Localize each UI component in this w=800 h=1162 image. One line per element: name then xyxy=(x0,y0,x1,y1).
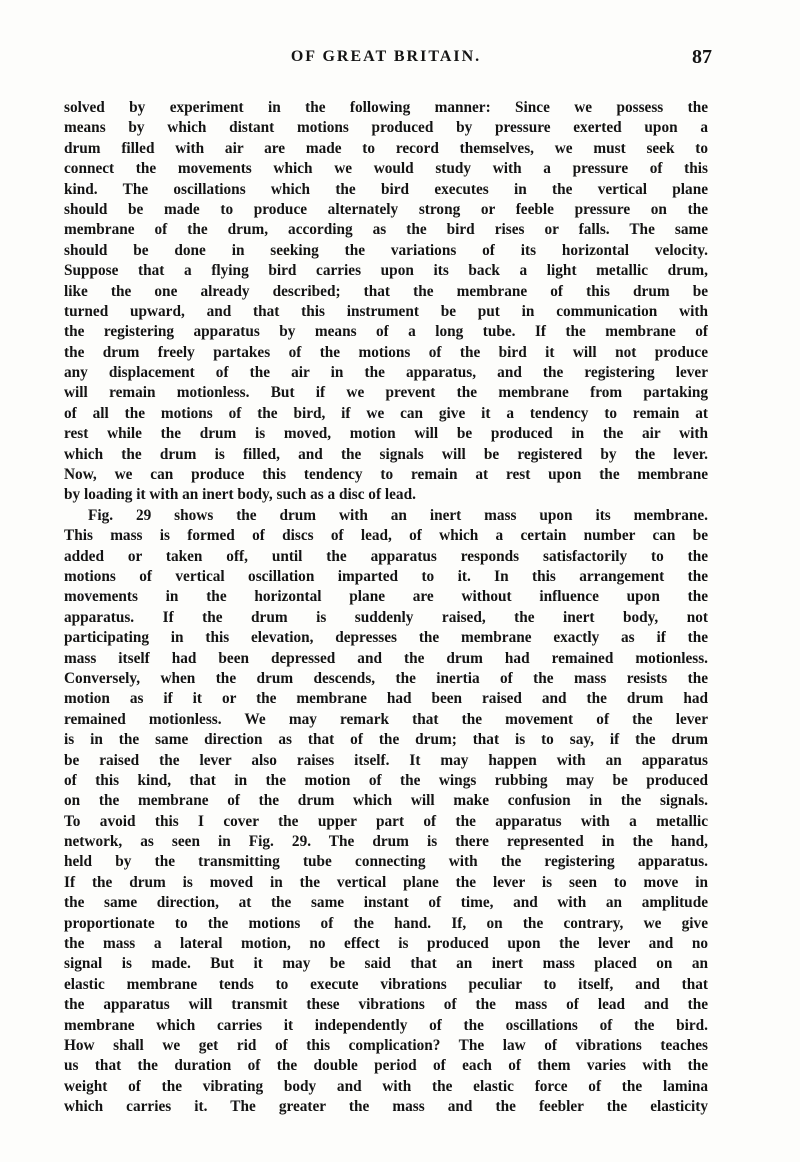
text-line: added or taken off, until the apparatus responds satisfactorily to the xyxy=(64,547,708,565)
text-line: of this kind, that in the motion of the wings rubbing may be produced xyxy=(64,771,708,789)
text-line: by loading it with an inert body, such as a disc of lead. xyxy=(64,486,416,504)
running-head xyxy=(60,48,712,76)
text-line: the mass a lateral motion, no effect is produced upon the lever and no xyxy=(64,935,708,953)
text-line: the apparatus will transmit these vibrations of the mass of lead and the xyxy=(64,996,708,1014)
text-line: on the membrane of the drum which will make confusion in the signals. xyxy=(64,792,708,810)
text-line: To avoid this I cover the upper part of the apparatus with a metallic xyxy=(64,812,708,830)
text-line: Fig. 29 shows the drum with an inert mass upon its membrane. xyxy=(88,506,708,524)
text-line: apparatus. If the drum is suddenly raised, the inert body, not xyxy=(64,608,708,626)
text-line: held by the transmitting tube connecting with the registering apparatus. xyxy=(64,853,708,871)
running-head-title: OF GREAT BRITAIN. xyxy=(290,48,482,65)
text-line: any displacement of the air in the apparatus, and the registering lever xyxy=(64,364,708,382)
text-line: kind. The oscillations which the bird executes in the vertical plane xyxy=(64,180,708,198)
text-line: Suppose that a flying bird carries upon its back a light metallic drum, xyxy=(64,262,708,280)
text-line: elastic membrane tends to execute vibrations peculiar to itself, and that xyxy=(64,975,708,993)
text-line: means by which distant motions produced by pressure exerted upon a xyxy=(64,119,708,137)
text-line: How shall we get rid of this complication? The law of vibrations teaches xyxy=(64,1036,708,1054)
text-line: This mass is formed of discs of lead, of which a certain number can be xyxy=(64,527,708,545)
text-line: motion as if it or the membrane had been raised and the drum had xyxy=(64,690,708,708)
text-line: Conversely, when the drum descends, the inertia of the mass resists the xyxy=(64,669,708,687)
text-line: solved by experiment in the following manner: Since we possess the xyxy=(64,99,708,116)
text-line: be raised the lever also raises itself. It may happen with an apparatus xyxy=(64,751,708,769)
text-line: membrane of the drum, according as the bird rises or falls. The same xyxy=(64,221,708,239)
text-line: which carries it. The greater the mass and the feebler the elasticity xyxy=(64,1098,708,1116)
text-line: us that the duration of the double period of each of them varies with the xyxy=(64,1057,708,1075)
text-line: the same direction, at the same instant of time, and with an amplitude xyxy=(64,894,708,912)
text-line: proportionate to the motions of the hand. If, on the contrary, we give xyxy=(64,914,708,932)
text-line: If the drum is moved in the vertical plane the lever is seen to move in xyxy=(64,873,708,891)
body-text xyxy=(64,98,708,1118)
text-line: network, as seen in Fig. 29. The drum is there represented in the hand, xyxy=(64,833,708,851)
text-line: Now, we can produce this tendency to remain at rest upon the membrane xyxy=(64,466,708,484)
text-line: motions of vertical oscillation imparted to it. In this arrangement the xyxy=(64,567,708,585)
text-line: rest while the drum is moved, motion will be produced in the air with xyxy=(64,425,708,443)
text-line: is in the same direction as that of the drum; that is to say, if the drum xyxy=(64,731,708,749)
text-line: like the one already described; that the membrane of this drum be xyxy=(64,282,708,300)
text-line: mass itself had been depressed and the drum had remained motionless. xyxy=(64,649,708,667)
text-line: movements in the horizontal plane are without influence upon the xyxy=(64,588,708,606)
text-line: remained motionless. We may remark that the movement of the lever xyxy=(64,710,708,728)
text-line: will remain motionless. But if we prevent the membrane from partaking xyxy=(64,384,708,402)
text-line: of all the motions of the bird, if we can give it a tendency to remain at xyxy=(64,404,708,422)
text-line: weight of the vibrating body and with the elastic force of the lamina xyxy=(64,1077,708,1095)
text-line: which the drum is filled, and the signals will be registered by the lever. xyxy=(64,445,708,463)
text-line: the registering apparatus by means of a long tube. If the membrane of xyxy=(64,323,708,341)
text-line: connect the movements which we would study with a pressure of this xyxy=(64,160,708,178)
text-line: should be made to produce alternately strong or feeble pressure on the xyxy=(64,200,708,218)
text-line: the drum freely partakes of the motions of the bird it will not produce xyxy=(64,343,708,361)
text-line: should be done in seeking the variations of its horizontal velocity. xyxy=(64,241,708,259)
text-line: participating in this elevation, depresses the membrane exactly as if the xyxy=(64,629,708,647)
text-line: turned upward, and that this instrument be put in communication with xyxy=(64,302,708,320)
text-line: membrane which carries it independently of the oscillations of the bird. xyxy=(64,1016,708,1034)
page-number: 87 xyxy=(692,46,712,68)
text-line: drum filled with air are made to record themselves, we must seek to xyxy=(64,139,708,157)
text-line: signal is made. But it may be said that an inert mass placed on an xyxy=(64,955,708,973)
